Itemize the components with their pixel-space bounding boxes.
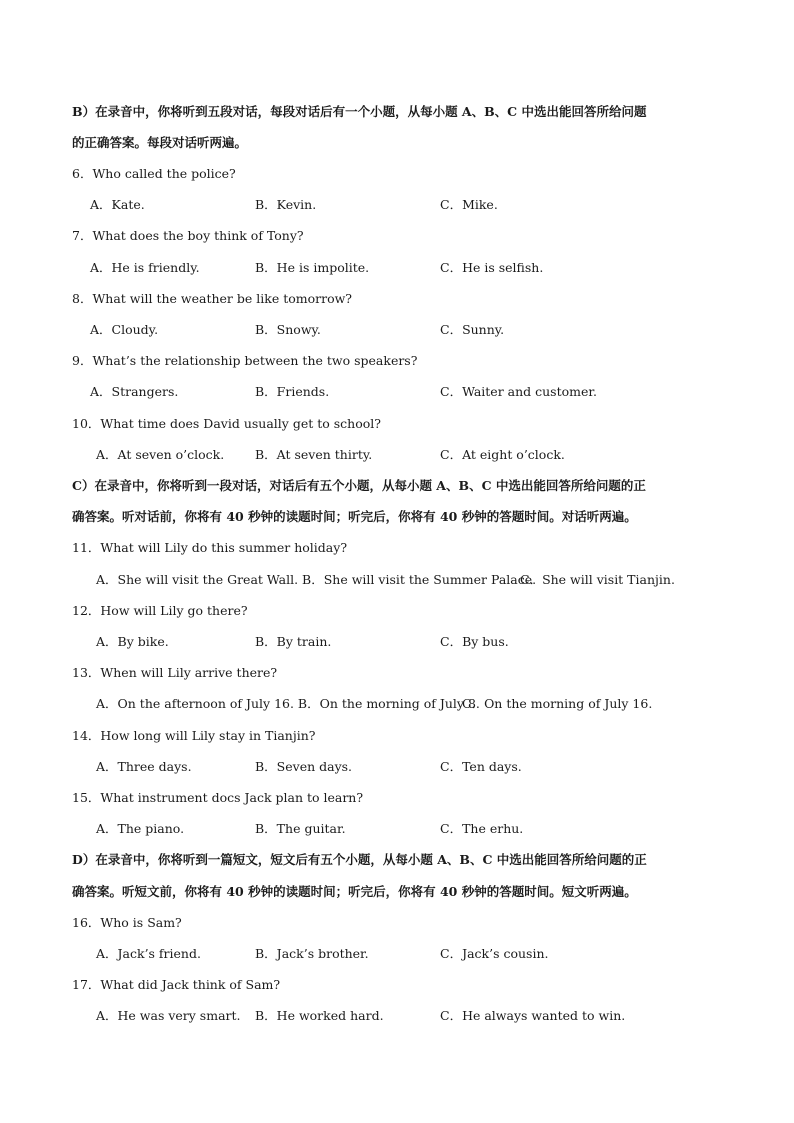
question-9-option-a: A．Strangers. xyxy=(90,384,179,399)
question-9: 9．What’s the relationship between the two speakers? xyxy=(72,353,418,368)
question-13-options-a-b: A．On the afternoon of July 16. B．On the morning of July 8. xyxy=(96,696,480,711)
section-b-instruction-line2: 的正确答案。每段对话听两遍。 xyxy=(72,135,248,150)
question-10: 10．What time does David usually get to school? xyxy=(72,416,381,431)
question-16: 16．Who is Sam? xyxy=(72,915,182,930)
question-7: 7．What does the boy think of Tony? xyxy=(72,228,304,243)
question-14-option-c: C．Ten days. xyxy=(440,759,522,774)
question-9-option-b: B．Friends. xyxy=(255,384,330,399)
question-9-option-c: C．Waiter and customer. xyxy=(440,384,597,399)
question-7-option-b: B．He is impolite. xyxy=(255,260,370,275)
question-15-option-c: C．The erhu. xyxy=(440,821,524,836)
question-6: 6．Who called the police? xyxy=(72,166,236,181)
question-11-option-c: C．She will visit Tianjin. xyxy=(520,572,675,587)
section-c-instruction-line1: C）在录音中，你将听到一段对话，对话后有五个小题，从每小题 A、B、C 中选出能回答所给问题的正 xyxy=(72,478,646,493)
question-6-option-c: C．Mike. xyxy=(440,197,498,212)
question-8: 8．What will the weather be like tomorrow? xyxy=(72,291,352,306)
question-17-option-b: B．He worked hard. xyxy=(255,1008,384,1023)
question-7-option-c: C．He is selfish. xyxy=(440,260,544,275)
question-12: 12．How will Lily go there? xyxy=(72,603,248,618)
question-17-option-c: C．He always wanted to win. xyxy=(440,1008,626,1023)
question-8-option-b: B．Snowy. xyxy=(255,322,321,337)
section-d-instruction-line1: D）在录音中，你将听到一篇短文，短文后有五个小题，从每小题 A、B、C 中选出能回答所给问题的正 xyxy=(72,852,647,867)
question-12-option-a: A．By bike. xyxy=(96,634,169,649)
question-13: 13．When will Lily arrive there? xyxy=(72,665,278,680)
question-8-option-c: C．Sunny. xyxy=(440,322,505,337)
question-16-option-b: B．Jack’s brother. xyxy=(255,946,369,961)
question-10-option-a: A．At seven o’clock. xyxy=(96,447,225,462)
section-d-instruction-line2: 确答案。听短文前，你将有 40 秒钟的读题时间；听完后，你将有 40 秒钟的答题时间。短文听两遍。 xyxy=(72,884,637,899)
question-15-option-a: A．The piano. xyxy=(96,821,185,836)
question-10-option-b: B．At seven thirty. xyxy=(255,447,373,462)
question-17-option-a: A．He was very smart. xyxy=(96,1008,241,1023)
question-14-option-a: A．Three days. xyxy=(96,759,192,774)
question-6-option-a: A．Kate. xyxy=(90,197,145,212)
section-c-instruction-line2: 确答案。听对话前，你将有 40 秒钟的读题时间；听完后，你将有 40 秒钟的答题时间。对话听两遍。 xyxy=(72,509,637,524)
question-6-option-b: B．Kevin. xyxy=(255,197,317,212)
question-12-option-b: B．By train. xyxy=(255,634,332,649)
question-7-option-a: A．He is friendly. xyxy=(90,260,200,275)
question-14-option-b: B．Seven days. xyxy=(255,759,353,774)
question-10-option-c: C．At eight o’clock. xyxy=(440,447,565,462)
question-11: 11．What will Lily do this summer holiday? xyxy=(72,540,348,555)
question-14: 14．How long will Lily stay in Tianjin? xyxy=(72,728,316,743)
question-11-options-a-b: A．She will visit the Great Wall. B．She will visit the Summer Palace. xyxy=(96,572,537,587)
question-8-option-a: A．Cloudy. xyxy=(90,322,159,337)
question-12-option-c: C．By bus. xyxy=(440,634,509,649)
question-13-option-c: C．On the morning of July 16. xyxy=(462,696,653,711)
question-16-option-c: C．Jack’s cousin. xyxy=(440,946,549,961)
section-b-instruction-line1: B）在录音中，你将听到五段对话，每段对话后有一个小题，从每小题 A、B、C 中选出能回答所给问题 xyxy=(72,104,647,119)
question-16-option-a: A．Jack’s friend. xyxy=(96,946,201,961)
question-15: 15．What instrument docs Jack plan to learn? xyxy=(72,790,364,805)
question-17: 17．What did Jack think of Sam? xyxy=(72,977,281,992)
question-15-option-b: B．The guitar. xyxy=(255,821,346,836)
